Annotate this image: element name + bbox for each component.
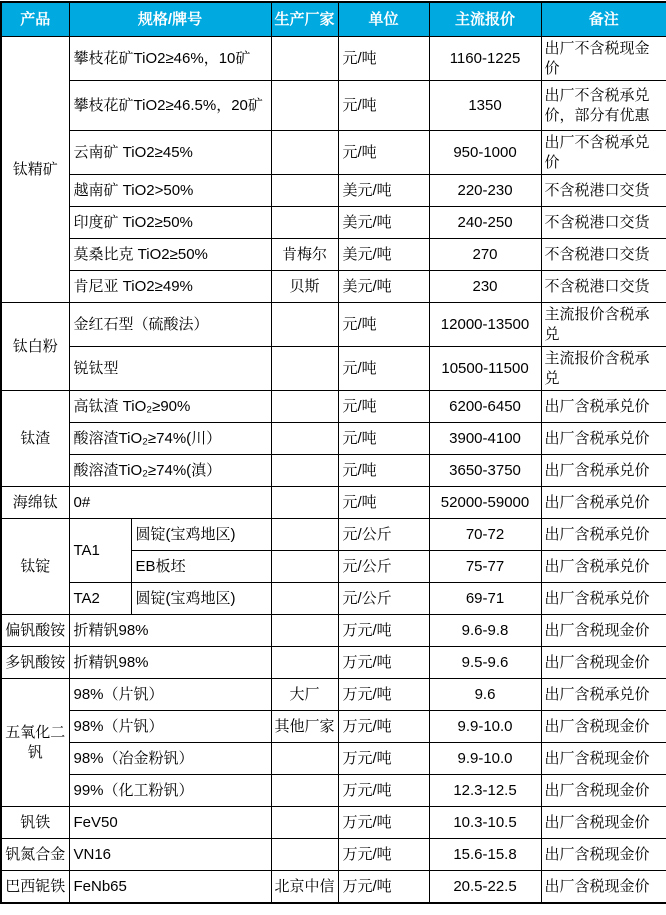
maker-cell: 其他厂家 <box>271 711 338 743</box>
maker-cell <box>271 743 338 775</box>
table-row <box>1 647 666 679</box>
note-cell: 出厂不含税承兑价 <box>541 131 666 175</box>
note-cell: 出厂含税现金价 <box>541 871 666 903</box>
unit-cell: 万元/吨 <box>338 775 429 807</box>
note-cell: 不含税港口交货 <box>541 271 666 303</box>
note-cell: 不含税港口交货 <box>541 175 666 207</box>
unit-cell: 万元/吨 <box>338 647 429 679</box>
product-cell: 钛精矿 <box>1 37 69 303</box>
spec-cell: 0# <box>69 487 271 519</box>
unit-cell: 元/吨 <box>338 303 429 347</box>
table-row <box>1 81 666 131</box>
table-row <box>1 679 666 711</box>
maker-cell <box>271 647 338 679</box>
unit-cell: 元/吨 <box>338 423 429 455</box>
price-cell: 240-250 <box>429 207 541 239</box>
unit-cell: 元/公斤 <box>338 551 429 583</box>
price-cell: 75-77 <box>429 551 541 583</box>
unit-cell: 万元/吨 <box>338 807 429 839</box>
unit-cell: 元/公斤 <box>338 519 429 551</box>
product-cell: 钛白粉 <box>1 303 69 391</box>
col-header-unit: 单位 <box>338 2 429 37</box>
maker-cell <box>271 519 338 551</box>
product-cell: 五氧化二钒 <box>1 679 69 807</box>
note-cell: 出厂含税现金价 <box>541 615 666 647</box>
price-cell: 15.6-15.8 <box>429 839 541 871</box>
note-cell: 出厂含税承兑价 <box>541 583 666 615</box>
spec-cell: 越南矿 TiO2>50% <box>69 175 271 207</box>
note-cell: 出厂含税承兑价 <box>541 519 666 551</box>
maker-cell: 肯梅尔 <box>271 239 338 271</box>
note-cell: 主流报价含税承兑 <box>541 347 666 391</box>
price-cell: 20.5-22.5 <box>429 871 541 903</box>
col-header-price: 主流报价 <box>429 2 541 37</box>
table-row <box>1 871 666 903</box>
price-cell: 12.3-12.5 <box>429 775 541 807</box>
unit-cell: 元/吨 <box>338 347 429 391</box>
spec-cell: 高钛渣 TiO₂≥90% <box>69 391 271 423</box>
table-row <box>1 37 666 81</box>
spec-cell: 99%（化工粉钒） <box>69 775 271 807</box>
table-row <box>1 615 666 647</box>
table-row <box>1 131 666 175</box>
table-row <box>1 807 666 839</box>
table-row <box>1 271 666 303</box>
spec-cell: 莫桑比克 TiO2≥50% <box>69 239 271 271</box>
maker-cell <box>271 615 338 647</box>
unit-cell: 元/吨 <box>338 37 429 81</box>
grade-cell: TA1 <box>69 519 131 583</box>
unit-cell: 万元/吨 <box>338 679 429 711</box>
maker-cell <box>271 391 338 423</box>
product-cell: 钛渣 <box>1 391 69 487</box>
maker-cell: 大厂 <box>271 679 338 711</box>
unit-cell: 元/吨 <box>338 487 429 519</box>
spec-cell: FeNb65 <box>69 871 271 903</box>
maker-cell <box>271 455 338 487</box>
price-cell: 270 <box>429 239 541 271</box>
table-row <box>1 175 666 207</box>
price-cell: 6200-6450 <box>429 391 541 423</box>
spec-cell: FeV50 <box>69 807 271 839</box>
spec-cell: 折精钒98% <box>69 615 271 647</box>
price-cell: 12000-13500 <box>429 303 541 347</box>
price-cell: 3650-3750 <box>429 455 541 487</box>
note-cell: 出厂含税现金价 <box>541 807 666 839</box>
table-row <box>1 391 666 423</box>
table-row <box>1 423 666 455</box>
table-row <box>1 519 666 551</box>
price-cell: 230 <box>429 271 541 303</box>
price-cell: 3900-4100 <box>429 423 541 455</box>
note-cell: 主流报价含税承兑 <box>541 303 666 347</box>
price-cell: 9.9-10.0 <box>429 743 541 775</box>
price-cell: 950-1000 <box>429 131 541 175</box>
table-row <box>1 711 666 743</box>
product-cell: 海绵钛 <box>1 487 69 519</box>
price-cell: 9.5-9.6 <box>429 647 541 679</box>
table-row <box>1 583 666 615</box>
form-cell: EB板坯 <box>131 551 271 583</box>
spec-cell: 酸溶渣TiO₂≥74%(川） <box>69 423 271 455</box>
col-header-note: 备注 <box>541 2 666 37</box>
product-cell: 钒氮合金 <box>1 839 69 871</box>
note-cell: 出厂不含税现金价 <box>541 37 666 81</box>
maker-cell <box>271 807 338 839</box>
unit-cell: 元/吨 <box>338 455 429 487</box>
maker-cell <box>271 131 338 175</box>
unit-cell: 万元/吨 <box>338 615 429 647</box>
spec-cell: 折精钒98% <box>69 647 271 679</box>
spec-cell: 云南矿 TiO2≥45% <box>69 131 271 175</box>
spec-cell: 印度矿 TiO2≥50% <box>69 207 271 239</box>
price-cell: 9.6-9.8 <box>429 615 541 647</box>
table-row <box>1 303 666 347</box>
note-cell: 出厂含税承兑价 <box>541 551 666 583</box>
note-cell: 出厂含税承兑价 <box>541 455 666 487</box>
table-row <box>1 487 666 519</box>
unit-cell: 万元/吨 <box>338 743 429 775</box>
note-cell: 出厂含税现金价 <box>541 711 666 743</box>
maker-cell <box>271 487 338 519</box>
maker-cell <box>271 37 338 81</box>
unit-cell: 元/公斤 <box>338 583 429 615</box>
table-row <box>1 455 666 487</box>
note-cell: 出厂含税现金价 <box>541 839 666 871</box>
unit-cell: 美元/吨 <box>338 271 429 303</box>
table-row <box>1 239 666 271</box>
spec-cell: 金红石型（硫酸法） <box>69 303 271 347</box>
spec-cell: 锐钛型 <box>69 347 271 391</box>
price-cell: 9.6 <box>429 679 541 711</box>
spec-cell: 98%（片钒） <box>69 711 271 743</box>
product-cell: 钛锭 <box>1 519 69 615</box>
price-cell: 10500-11500 <box>429 347 541 391</box>
unit-cell: 元/吨 <box>338 391 429 423</box>
note-cell: 出厂含税现金价 <box>541 775 666 807</box>
spec-cell: 酸溶渣TiO₂≥74%(滇） <box>69 455 271 487</box>
table-row <box>1 743 666 775</box>
maker-cell <box>271 347 338 391</box>
price-cell: 69-71 <box>429 583 541 615</box>
price-cell: 70-72 <box>429 519 541 551</box>
note-cell: 出厂含税承兑价 <box>541 391 666 423</box>
price-cell: 9.9-10.0 <box>429 711 541 743</box>
unit-cell: 万元/吨 <box>338 871 429 903</box>
spec-cell: 攀枝花矿TiO2≥46.5%，20矿 <box>69 81 271 131</box>
spec-cell: 肯尼亚 TiO2≥49% <box>69 271 271 303</box>
product-cell: 巴西铌铁 <box>1 871 69 903</box>
col-header-spec: 规格/牌号 <box>69 2 271 37</box>
grade-cell: TA2 <box>69 583 131 615</box>
header-row <box>1 2 666 37</box>
maker-cell <box>271 81 338 131</box>
note-cell: 出厂含税承兑价 <box>541 423 666 455</box>
price-cell: 10.3-10.5 <box>429 807 541 839</box>
note-cell: 出厂含税承兑价 <box>541 487 666 519</box>
note-cell: 出厂含税承兑价 <box>541 679 666 711</box>
spec-cell: VN16 <box>69 839 271 871</box>
unit-cell: 万元/吨 <box>338 711 429 743</box>
product-cell: 多钒酸铵 <box>1 647 69 679</box>
note-cell: 出厂含税现金价 <box>541 743 666 775</box>
unit-cell: 美元/吨 <box>338 207 429 239</box>
table-row <box>1 207 666 239</box>
price-cell: 220-230 <box>429 175 541 207</box>
maker-cell <box>271 303 338 347</box>
maker-cell <box>271 175 338 207</box>
note-cell: 出厂含税现金价 <box>541 647 666 679</box>
table-row <box>1 839 666 871</box>
product-cell: 钒铁 <box>1 807 69 839</box>
maker-cell: 贝斯 <box>271 271 338 303</box>
maker-cell <box>271 839 338 871</box>
maker-cell <box>271 775 338 807</box>
titanium-price-table <box>0 1 666 904</box>
form-cell: 圆锭(宝鸡地区) <box>131 583 271 615</box>
unit-cell: 美元/吨 <box>338 175 429 207</box>
unit-cell: 元/吨 <box>338 131 429 175</box>
unit-cell: 美元/吨 <box>338 239 429 271</box>
note-cell: 不含税港口交货 <box>541 207 666 239</box>
product-cell: 偏钒酸铵 <box>1 615 69 647</box>
price-cell: 1160-1225 <box>429 37 541 81</box>
maker-cell <box>271 551 338 583</box>
spec-cell: 攀枝花矿TiO2≥46%，10矿 <box>69 37 271 81</box>
note-cell: 出厂不含税承兑价，部分有优惠 <box>541 81 666 131</box>
note-cell: 不含税港口交货 <box>541 239 666 271</box>
col-header-maker: 生产厂家 <box>271 2 338 37</box>
table-row <box>1 347 666 391</box>
price-cell: 52000-59000 <box>429 487 541 519</box>
maker-cell <box>271 207 338 239</box>
price-cell: 1350 <box>429 81 541 131</box>
col-header-product: 产品 <box>1 2 69 37</box>
maker-cell <box>271 583 338 615</box>
table-row <box>1 775 666 807</box>
maker-cell: 北京中信 <box>271 871 338 903</box>
unit-cell: 万元/吨 <box>338 839 429 871</box>
unit-cell: 元/吨 <box>338 81 429 131</box>
maker-cell <box>271 423 338 455</box>
spec-cell: 98%（片钒） <box>69 679 271 711</box>
spec-cell: 98%（冶金粉钒） <box>69 743 271 775</box>
form-cell: 圆锭(宝鸡地区) <box>131 519 271 551</box>
